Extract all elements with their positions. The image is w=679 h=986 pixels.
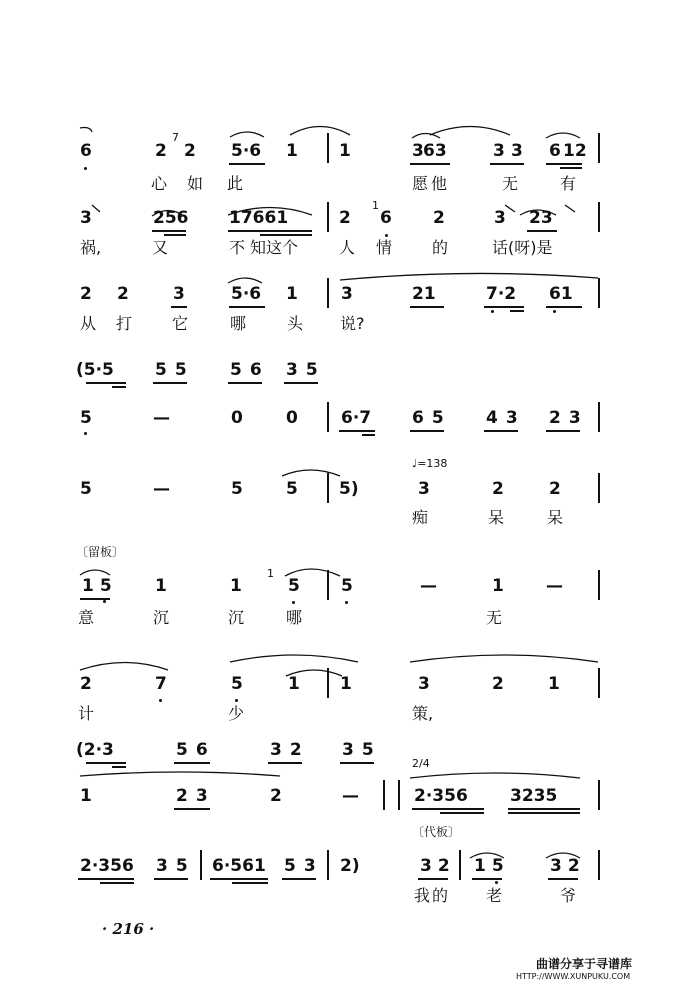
- note: 43: [486, 408, 526, 428]
- lyric: 我的: [414, 886, 451, 905]
- note: —: [420, 576, 437, 596]
- lyric: 又: [152, 238, 169, 257]
- note: 3: [511, 141, 523, 161]
- slur: [80, 663, 168, 671]
- beam: [484, 430, 518, 432]
- beam: [78, 878, 134, 880]
- beam: [228, 382, 262, 384]
- note: 2: [117, 284, 129, 304]
- note: 32: [420, 856, 456, 876]
- slur: [285, 569, 340, 576]
- lyric: 此: [227, 174, 244, 193]
- lyric: 计: [78, 704, 95, 723]
- note: 1: [286, 284, 298, 304]
- beam: [472, 878, 502, 880]
- grace-note: 1: [267, 567, 274, 580]
- beam: [410, 163, 450, 165]
- note: 23: [529, 208, 553, 228]
- lyric: 人: [339, 238, 356, 257]
- lyric: 策,: [412, 704, 434, 723]
- octave-dot: [84, 167, 87, 170]
- beam: [527, 230, 557, 232]
- note: 32: [550, 856, 586, 876]
- octave-dot: [491, 310, 494, 313]
- note: 2: [80, 674, 92, 694]
- note: 6: [549, 141, 561, 161]
- bar-line: [598, 278, 600, 308]
- section-mark: 〔留板〕: [76, 545, 125, 559]
- note: 3: [341, 284, 353, 304]
- beam: [80, 598, 110, 600]
- beam: [340, 762, 374, 764]
- slur: [230, 655, 358, 662]
- note: 7·2: [486, 284, 517, 304]
- slur: [80, 570, 110, 575]
- lyric: 他: [431, 174, 448, 193]
- beam: [508, 812, 580, 814]
- note: 12: [563, 141, 587, 161]
- beam: [284, 382, 318, 384]
- arrow: [505, 205, 515, 212]
- beam: [546, 163, 582, 165]
- note: 2: [80, 284, 92, 304]
- lyric: 哪: [286, 608, 303, 627]
- note: 3: [418, 674, 430, 694]
- note: 2: [270, 786, 282, 806]
- lyric: 从打: [80, 314, 153, 333]
- bar-line: [327, 668, 329, 698]
- note: 1: [492, 576, 504, 596]
- note: 1: [548, 674, 560, 694]
- beam: [171, 306, 187, 308]
- octave-dot: [385, 234, 388, 237]
- octave-dot: [553, 310, 556, 313]
- note: 2: [492, 674, 504, 694]
- note: 2: [492, 479, 504, 499]
- lyric: 话(呀)是: [492, 238, 553, 257]
- note: 1: [230, 576, 242, 596]
- bar-line: [598, 780, 600, 810]
- slur: [410, 773, 580, 778]
- lyric: 知这个: [250, 238, 299, 257]
- octave-dot: [292, 601, 295, 604]
- beam: [282, 878, 316, 880]
- note: —: [153, 408, 170, 428]
- lyric: 老: [486, 886, 503, 905]
- note: 56: [230, 360, 270, 380]
- note: 5: [80, 408, 92, 428]
- lyric: 痴: [412, 508, 429, 527]
- bar-line: [383, 780, 385, 810]
- octave-dot: [495, 881, 498, 884]
- slur: [230, 132, 264, 137]
- time-signature: 2/4: [412, 757, 430, 770]
- bar-line: [327, 850, 329, 880]
- section-mark: 〔代板〕: [412, 825, 461, 839]
- note: 2: [339, 208, 351, 228]
- note: 5: [231, 479, 243, 499]
- note: 1: [288, 674, 300, 694]
- note: 65: [412, 408, 452, 428]
- watermark-title: 曲谱分享于寻谱库: [536, 957, 633, 971]
- beam: [232, 882, 268, 884]
- beam: [153, 382, 187, 384]
- note: 256: [153, 208, 189, 228]
- lyric: 如: [187, 174, 204, 193]
- bar-line: [459, 850, 461, 880]
- note: —: [342, 786, 359, 806]
- bar-line: [327, 402, 329, 432]
- beam: [164, 234, 186, 236]
- lyric: 无: [486, 608, 503, 627]
- octave-dot: [84, 432, 87, 435]
- slur: [290, 127, 350, 136]
- beam: [410, 306, 444, 308]
- slur: [430, 127, 510, 136]
- beam: [260, 234, 312, 236]
- note: (2·3: [76, 740, 114, 760]
- bar-line: [598, 133, 600, 163]
- grace-note: 7: [172, 131, 179, 144]
- note: 55: [155, 360, 195, 380]
- lyric: 少: [228, 704, 245, 723]
- lyric: 无: [502, 174, 519, 193]
- bar-line: [598, 473, 600, 503]
- bar-line: [598, 570, 600, 600]
- octave-dot: [103, 600, 106, 603]
- bar-line: [598, 202, 600, 232]
- beam: [510, 310, 524, 312]
- lyric: 呆: [547, 508, 564, 527]
- lyric: 不: [229, 238, 246, 257]
- note: 3: [80, 208, 92, 228]
- note: 15: [474, 856, 510, 876]
- lyric: 哪: [230, 314, 247, 333]
- note: 5: [341, 576, 353, 596]
- bar-line: [327, 202, 329, 232]
- note: 6·561: [212, 856, 266, 876]
- beam: [112, 766, 126, 768]
- lyric: 沉: [153, 608, 170, 627]
- note: (5·5: [76, 360, 114, 380]
- beam: [418, 878, 448, 880]
- note: 3: [412, 141, 424, 161]
- note: 5: [231, 674, 243, 694]
- note: 56: [176, 740, 216, 760]
- note: 32: [270, 740, 310, 760]
- note: 3: [418, 479, 430, 499]
- bar-line: [598, 402, 600, 432]
- octave-dot: [159, 699, 162, 702]
- bar-line: [598, 850, 600, 880]
- note: 35: [286, 360, 326, 380]
- note: 1: [80, 786, 92, 806]
- beam: [210, 878, 268, 880]
- lyric: 情: [376, 238, 393, 257]
- bar-line: [327, 133, 329, 163]
- bar-line: [398, 780, 400, 810]
- page-number: · 216 ·: [102, 920, 155, 938]
- beam: [362, 434, 375, 436]
- watermark-url: HTTP://WWW.XUNPUKU.COM: [516, 972, 631, 981]
- beam: [410, 430, 444, 432]
- note: 2·356: [80, 856, 134, 876]
- lyric: 呆: [488, 508, 505, 527]
- beam: [154, 878, 188, 880]
- note: 6: [80, 141, 92, 161]
- note: 5·6: [231, 284, 262, 304]
- tempo-mark: ♩=138: [412, 457, 448, 470]
- slur: [410, 655, 598, 662]
- lyric: 心: [151, 174, 168, 193]
- note: 1: [155, 576, 167, 596]
- lyric: 的: [432, 238, 449, 257]
- beam: [490, 163, 524, 165]
- note: 6·7: [341, 408, 372, 428]
- note: 63: [423, 141, 447, 161]
- note: 1: [339, 141, 351, 161]
- beam: [508, 808, 580, 810]
- note: 35: [156, 856, 196, 876]
- slur: [80, 772, 280, 776]
- beam: [86, 382, 126, 384]
- octave-dot: [345, 601, 348, 604]
- lyric: 爷: [560, 886, 577, 905]
- note: 5): [339, 479, 359, 499]
- slur: [340, 273, 598, 280]
- arrow: [92, 205, 100, 212]
- beam: [440, 812, 484, 814]
- note: 3235: [510, 786, 558, 806]
- arrow: [565, 205, 575, 212]
- note: 3: [493, 141, 505, 161]
- note: 15: [82, 576, 118, 596]
- note: 2: [155, 141, 167, 161]
- beam: [412, 808, 484, 810]
- note: 2: [184, 141, 196, 161]
- note: 2: [433, 208, 445, 228]
- beam: [152, 230, 186, 232]
- beam: [546, 430, 580, 432]
- note: 5·6: [231, 141, 262, 161]
- note: 2: [549, 479, 561, 499]
- note: —: [153, 479, 170, 499]
- lyric: 说?: [340, 314, 365, 333]
- note: 5: [80, 479, 92, 499]
- lyric: 沉: [228, 608, 245, 627]
- slur: [80, 128, 92, 133]
- octave-dot: [235, 699, 238, 702]
- beam: [86, 762, 126, 764]
- bar-line: [327, 278, 329, 308]
- lyric: 愿: [412, 174, 429, 193]
- note: 1: [286, 141, 298, 161]
- note: 5: [288, 576, 300, 596]
- beam: [112, 386, 126, 388]
- beam: [228, 230, 312, 232]
- beam: [548, 878, 578, 880]
- lyric: 有: [560, 174, 577, 193]
- note: 35: [342, 740, 382, 760]
- bar-line: [327, 570, 329, 600]
- beam: [229, 163, 265, 165]
- beam: [229, 306, 265, 308]
- beam: [560, 167, 582, 169]
- note: 0: [286, 408, 298, 428]
- lyric: 意: [78, 608, 95, 627]
- slur: [282, 470, 340, 476]
- grace-note: 1: [372, 199, 379, 212]
- note: 23: [549, 408, 589, 428]
- beam: [339, 430, 375, 432]
- bar-line: [200, 850, 202, 880]
- note: 2·356: [414, 786, 468, 806]
- note: 21: [412, 284, 436, 304]
- note: 61: [549, 284, 573, 304]
- beam: [174, 808, 210, 810]
- note: 2): [340, 856, 360, 876]
- slur: [228, 278, 262, 283]
- note: 23: [176, 786, 216, 806]
- note: 3: [173, 284, 185, 304]
- note: 1: [340, 674, 352, 694]
- beam: [100, 882, 134, 884]
- slur: [412, 134, 440, 139]
- beam: [268, 762, 302, 764]
- note: 7: [155, 674, 167, 694]
- note: 3: [494, 208, 506, 228]
- lyric: 它: [172, 314, 189, 333]
- bar-line: [598, 668, 600, 698]
- bar-line: [327, 473, 329, 503]
- note: 0: [231, 408, 243, 428]
- note: —: [546, 576, 563, 596]
- beam: [546, 306, 582, 308]
- beam: [484, 306, 524, 308]
- lyric: 头: [287, 314, 304, 333]
- note: 53: [284, 856, 324, 876]
- slur: [546, 133, 580, 138]
- beam: [174, 762, 210, 764]
- note: 17661: [229, 208, 289, 228]
- note: 5: [286, 479, 298, 499]
- note: 6: [380, 208, 392, 228]
- lyric: 祸,: [80, 238, 102, 257]
